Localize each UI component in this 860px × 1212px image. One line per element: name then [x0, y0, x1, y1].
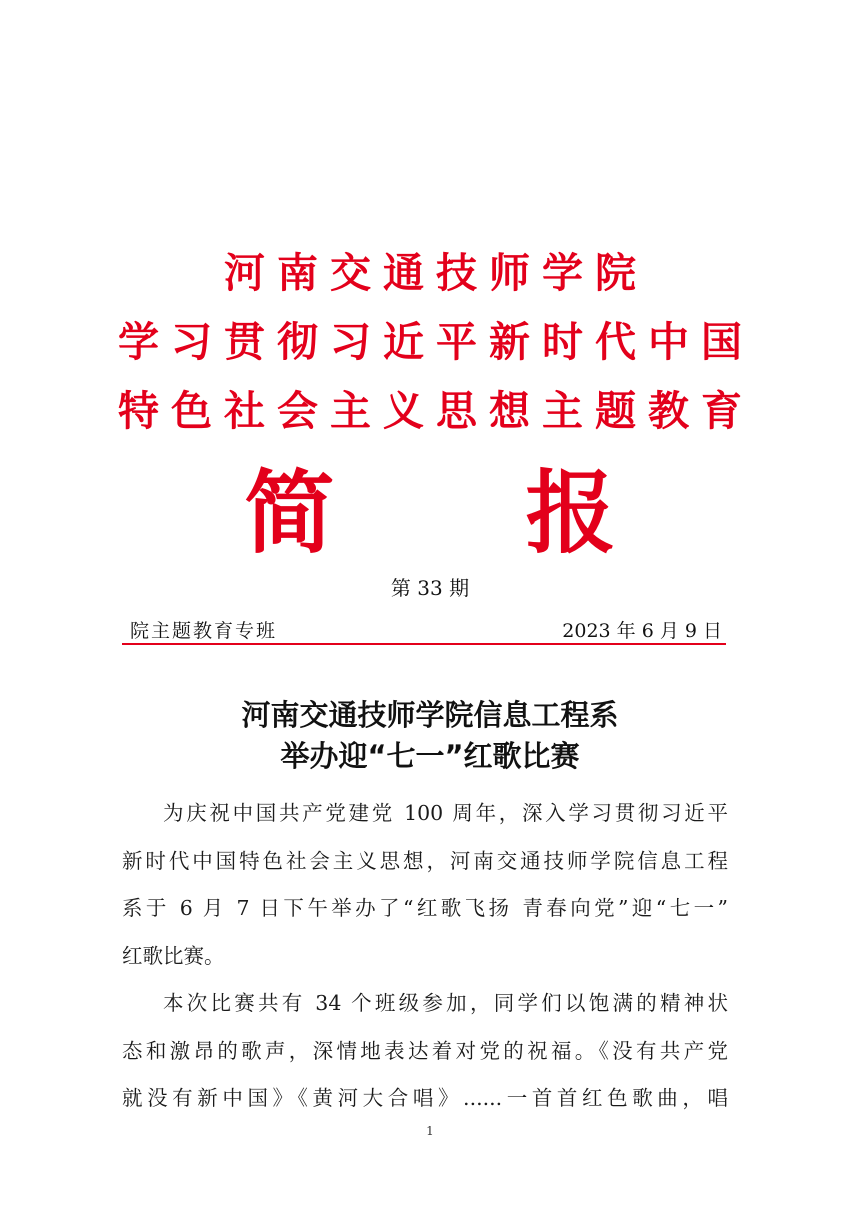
article-title-line-2: 举办迎“七一”红歌比赛 — [280, 739, 580, 773]
paragraph-line: 态和激昂的歌声，深情地表达着对党的祝福。《没有共产党 — [122, 1038, 728, 1063]
masthead-line-2: 学习贯彻习近平新时代中国 — [118, 318, 754, 366]
article-body — [122, 790, 728, 1123]
paragraph-2 — [122, 980, 728, 1123]
masthead-line-3: 特色社会主义思想主题教育 — [118, 387, 754, 435]
article-title-line-1: 河南交通技师学院信息工程系 — [241, 698, 619, 732]
paragraph-line: 系于 6 月 7 日下午举办了“红歌飞扬 青春向党”迎“七一” — [122, 896, 728, 920]
issuing-department: 院主题教育专班 — [130, 620, 278, 642]
red-divider-line — [122, 643, 726, 645]
paragraph-line: 就没有新中国》《黄河大合唱》......一首首红色歌曲，唱 — [122, 1086, 728, 1110]
page-number: 1 — [426, 1124, 434, 1138]
paragraph-line: 新时代中国特色社会主义思想，河南交通技师学院信息工程 — [122, 848, 728, 873]
masthead-bulletin-title: 简 报 — [244, 460, 696, 566]
issue-date: 2023 年 6 月 9 日 — [562, 620, 722, 642]
masthead-line-1: 河南交通技师学院 — [224, 249, 648, 297]
info-bar — [122, 616, 726, 644]
paragraph-line: 为庆祝中国共产党建党 100 周年，深入学习贯彻习近平 — [163, 801, 728, 825]
paragraph-line: 红歌比赛。 — [122, 943, 225, 968]
paragraph-1 — [122, 790, 728, 980]
issue-number: 第 33 期 — [390, 576, 470, 600]
paragraph-line: 本次比赛共有 34 个班级参加，同学们以饱满的精神状 — [163, 991, 728, 1015]
